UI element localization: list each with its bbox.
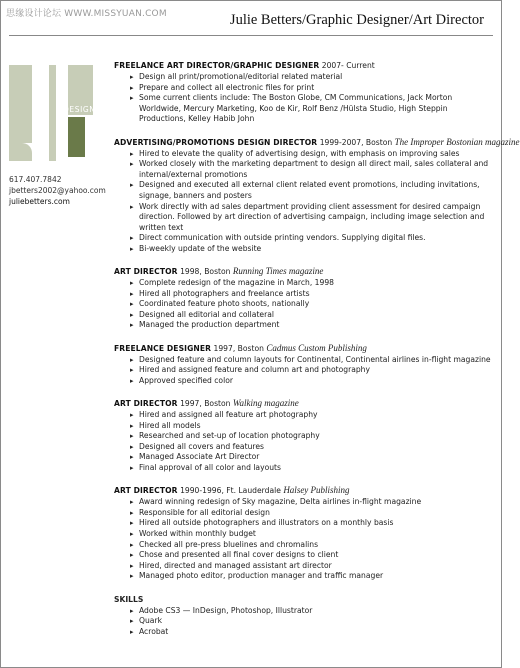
list-item: ▸ Coordinated feature photo shoots, nationally	[130, 299, 494, 310]
list-item: ▸ Approved specified color	[130, 376, 494, 387]
list-item: ▸ Checked all pre-press bluelines and chromalins	[130, 540, 494, 551]
jb-design-logo	[9, 65, 96, 161]
job-title: FREELANCE DESIGNER	[114, 343, 212, 353]
header-divider	[9, 35, 493, 36]
list-item: ▸ Award winning redesign of Sky magazine, Delta airlines in-flight magazine	[130, 497, 494, 508]
list-item: ▸ Researched and set-up of location photography	[130, 431, 494, 442]
job-title: ART DIRECTOR	[114, 267, 178, 277]
list-item: ▸ Designed and executed all external client related event promotions, including invitations, signage, banners and posters	[130, 180, 494, 201]
job-dates: 1997, Boston	[213, 343, 264, 353]
list-item: ▸ Hired and assigned feature and column art and photography	[130, 365, 494, 376]
job-bullets	[114, 497, 494, 582]
job-dates: 1999-2007, Boston	[319, 137, 393, 147]
job-heading	[114, 343, 494, 354]
contact-block	[9, 174, 106, 207]
list-item: ▸ Hired all outside photographers and illustrators on a monthly basis	[130, 518, 494, 529]
job-place: The Improper Bostonian magazine	[394, 136, 520, 147]
job-entry	[114, 398, 494, 474]
job-heading	[114, 60, 494, 71]
list-item: ▸ Hired and assigned all feature art photography	[130, 410, 494, 421]
list-item: ▸ Managed photo editor, production manager and traffic manager	[130, 571, 494, 582]
experience-section	[114, 60, 520, 649]
skills-bullets	[114, 606, 494, 638]
job-entry	[114, 136, 520, 255]
job-heading	[114, 266, 494, 277]
list-item: ▸ Chose and presented all final cover designs to client	[130, 550, 494, 561]
job-place: Walking magazine	[232, 398, 299, 409]
list-item: ▸ Bi-weekly update of the website	[130, 244, 494, 255]
list-item: ▸ Managed the production department	[130, 320, 494, 331]
contact-website[interactable]: juliebetters.com	[9, 197, 70, 206]
list-item: ▸ Hired, directed and managed assistant art director	[130, 561, 494, 572]
list-item: ▸ Worked within monthly budget	[130, 529, 494, 540]
logo-design-word: DESIGN	[63, 105, 96, 114]
job-title: ART DIRECTOR	[114, 399, 178, 409]
contact-email[interactable]: jbetters2002@yahoo.com	[9, 186, 106, 195]
job-bullets	[114, 355, 494, 387]
job-place: Halsey Publishing	[283, 485, 350, 496]
list-item: ▸ Hired all photographers and freelance artists	[130, 289, 494, 300]
job-entry	[114, 60, 494, 125]
list-item: ▸ Some current clients include: The Boston Globe, CM Communications, Jack Morton Worldwide, Mercury Marketing, Koo de Kir, Rolf Benz /Hülsta Studio, High Steppin Productions, Kelley Habib John	[130, 93, 494, 125]
job-place: Running Times magazine	[232, 266, 324, 277]
watermark: 思缘设计论坛 WWW.MISSYUAN.COM	[6, 9, 167, 19]
contact-phone: 617.407.7842	[9, 175, 62, 184]
list-item: ▸ Designed feature and column layouts for Continental, Continental airlines in-flight magazine	[130, 355, 494, 366]
list-item: ▸ Responsible for all editorial design	[130, 508, 494, 519]
job-entry	[114, 266, 494, 331]
list-item: ▸ Direct communication with outside printing vendors. Supplying digital files.	[130, 233, 494, 244]
job-heading	[114, 398, 494, 409]
list-item: ▸ Quark	[130, 616, 494, 627]
job-dates: 1990-1996, Ft. Lauderdale	[180, 486, 281, 496]
job-entry	[114, 485, 494, 582]
job-place: Cadmus Custom Publishing	[266, 342, 367, 353]
job-dates: 1998, Boston	[180, 267, 231, 277]
list-item: ▸ Designed all editorial and collateral	[130, 310, 494, 321]
list-item: ▸ Designed all covers and features	[130, 442, 494, 453]
job-dates: 2007- Current	[321, 61, 375, 70]
job-bullets	[114, 278, 494, 331]
skills-section	[114, 594, 494, 638]
list-item: ▸ Acrobat	[130, 627, 494, 638]
list-item: ▸ Design all print/promotional/editorial related material	[130, 72, 494, 83]
job-dates: 1997, Boston	[180, 399, 231, 409]
page-title: Julie Betters/Graphic Designer/Art Director	[229, 12, 484, 28]
job-title: ADVERTISING/PROMOTIONS DESIGN DIRECTOR	[114, 137, 318, 147]
job-heading	[114, 136, 520, 148]
list-item: ▸ Worked closely with the marketing department to design all direct mail, sales collateral and internal/external promotions	[130, 159, 494, 180]
job-title: FREELANCE ART DIRECTOR/GRAPHIC DESIGNER	[114, 61, 320, 70]
list-item: ▸ Complete redesign of the magazine in March, 1998	[130, 278, 494, 289]
skills-heading: SKILLS	[114, 594, 144, 604]
list-item: ▸ Work directly with ad sales department providing client assessment for desired campaign direction. Followed by art direction of advertising campaign, including image selection and written text	[130, 202, 494, 234]
job-bullets	[114, 410, 494, 474]
job-bullets	[114, 72, 494, 125]
job-bullets	[114, 149, 494, 255]
list-item: ▸ Adobe CS3 — InDesign, Photoshop, Illustrator	[130, 606, 494, 617]
list-item: ▸ Hired to elevate the quality of advertising design, with emphasis on improving sales	[130, 149, 494, 160]
job-heading	[114, 485, 494, 496]
list-item: ▸ Final approval of all color and layouts	[130, 463, 494, 474]
list-item: ▸ Managed Associate Art Director	[130, 452, 494, 463]
job-title: ART DIRECTOR	[114, 486, 178, 496]
job-entry	[114, 343, 494, 387]
list-item: ▸ Hired all models	[130, 421, 494, 432]
list-item: ▸ Prepare and collect all electronic files for print	[130, 83, 494, 94]
